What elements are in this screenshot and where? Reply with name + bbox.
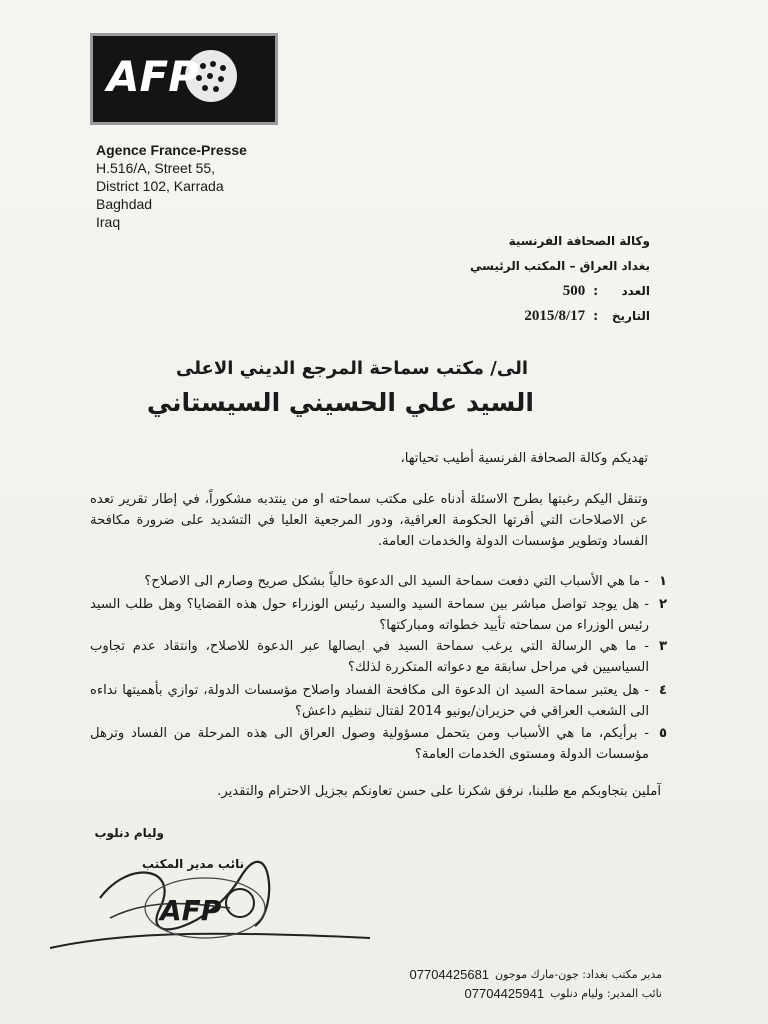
question-item: [90, 594, 667, 636]
org-name: Agence France-Presse: [96, 142, 247, 158]
closing-line: آملين بتجاوبكم مع طلبنا، نرفق شكرنا على حسن تعاونكم بجزيل الاحترام والتقدير.: [217, 784, 661, 799]
director-label: مدير مكتب بغداد: جون-مارك موجون: [495, 968, 662, 981]
logo-text: AFP: [107, 52, 199, 101]
recipient-office: الى/ مكتب سماحة المرجع الديني الاعلى: [175, 358, 528, 379]
question-number: ١: [658, 574, 667, 589]
address-line: Baghdad: [96, 196, 153, 212]
footer-contacts: [380, 965, 662, 1003]
number-label: العدد: [621, 284, 650, 298]
deputy-label: نائب المدير: وليام دنلوب: [550, 987, 662, 1000]
question-item: [90, 680, 667, 722]
office-name: بغداد العراق – المكتب الرئيسي: [470, 259, 650, 273]
agency-name: وكالة الصحافة الفرنسية: [508, 234, 650, 248]
question-text: - ما هي الأسباب التي دفعت سماحة السيد الى الدعوة حالياً بشكل صريح وصارم الى الاصلاح؟: [144, 574, 649, 589]
letter-meta: [470, 229, 650, 329]
recipient-name: السيد علي الحسيني السيستاني: [146, 388, 534, 417]
question-text: - هل يعتبر سماحة السيد ان الدعوة الى مكافحة الفساد واصلاح مؤسسات الدولة، توازي بأهميتها نداءه الى الشعب العراقي في حزيران/يونيو 2014 لقتال تنظيم داعش؟: [90, 683, 649, 719]
question-number: ٢: [658, 597, 667, 612]
question-number: ٥: [658, 726, 667, 741]
director-phone: 07704425681: [409, 967, 490, 982]
question-number: ٤: [658, 683, 667, 698]
signatory-title: نائب مدير المكتب: [142, 857, 245, 871]
address-line: H.516/A, Street 55,: [96, 160, 216, 176]
svg-text:AFP: AFP: [160, 894, 222, 927]
question-text: - هل يوجد تواصل مباشر بين سماحة السيد والسيد رئيس الوزراء حول هذه القضايا؟ وهل طلب السيد رئيس الوزراء من سماحته تأييد خطواته ومباركتها؟: [90, 597, 649, 633]
deputy-phone: 07704425941: [464, 986, 545, 1001]
question-item: [90, 636, 667, 678]
address-line: District 102, Karrada: [96, 178, 224, 194]
date-label: التاريخ: [611, 309, 650, 323]
afp-logo: [90, 33, 278, 125]
greeting: تهديكم وكالة الصحافة الفرنسية أطيب تحياتها،: [400, 451, 648, 466]
signatory-name: وليام دنلوب: [94, 826, 164, 840]
afp-logo-icon: [93, 36, 269, 116]
date-sep: :: [593, 309, 598, 323]
question-number: ٣: [658, 639, 667, 654]
deputy-contact: [380, 984, 662, 1003]
intro-paragraph: وتنقل اليكم رغبتها بطرح الاسئلة أدناه على مكتب سماحته او من ينتدبه مشكوراً، في إطار تقرير تعده عن الاصلاحات التي أقرتها الحكومة العراقية، ودور المرجعية العليا في التشديد على ضرورة مكافحة الفساد وتطوير مؤسسات الدولة والخدمات العامة.: [90, 492, 648, 549]
number-value: 500: [562, 283, 586, 299]
reference-number: [470, 279, 650, 304]
letter-date: [470, 304, 650, 329]
number-sep: :: [593, 284, 598, 298]
question-item: [90, 571, 667, 592]
question-item: [90, 723, 667, 765]
sender-address: [96, 141, 247, 231]
question-text: - برأيكم، ما هي الأسباب ومن يتحمل مسؤولية وصول العراق الى هذه المرحلة من الفساد وترهل مؤسسات الدولة ومستوى الخدمات العامة؟: [90, 726, 649, 762]
date-value: 2015/8/17: [524, 308, 586, 324]
signature-stamp-icon: [40, 838, 380, 958]
address-line: Iraq: [96, 214, 121, 230]
question-text: - ما هي الرسالة التي يرغب سماحة السيد في ايصالها عبر الدعوة للاصلاح، وانتقاد عدم تجاوب السياسيين في مراحل سابقة مع دعواته المتكررة لذلك؟: [90, 639, 649, 675]
director-contact: [380, 965, 662, 984]
